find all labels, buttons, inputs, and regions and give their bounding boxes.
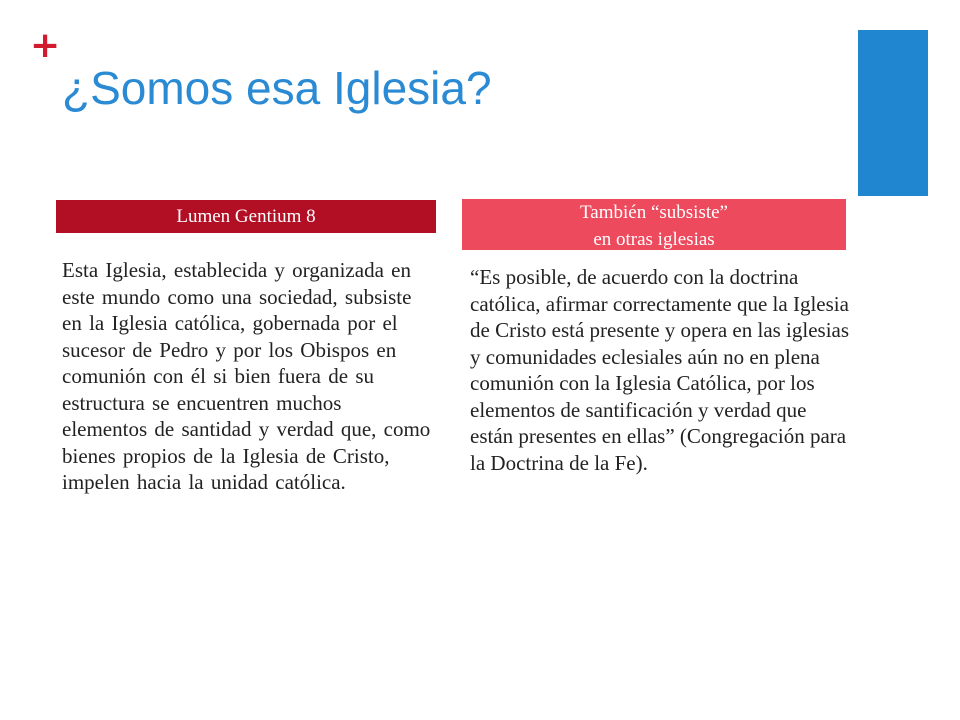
- right-header-line-1: También “subsiste”: [580, 202, 728, 223]
- right-header-line-2: en otras iglesias: [593, 229, 715, 250]
- left-column-text: Esta Iglesia, establecida y organizada en este mundo como una sociedad, subsiste en la Iglesia católica, gobernada por el sucesor de Pedro y por los Obispos en comunión con él si bien fuera de su estructura se encuentren muchos elementos de santidad y verdad que, como bienes propios de la Iglesia de Cristo, impelen hacia la unidad católica.: [62, 258, 431, 494]
- plus-icon: +: [30, 25, 61, 66]
- left-column-header: Lumen Gentium 8: [56, 200, 436, 233]
- right-column-header: [462, 199, 846, 250]
- slide-title: ¿Somos esa Iglesia?: [62, 62, 492, 114]
- right-column-text: “Es posible, de acuerdo con la doctrina católica, afirmar correctamente que la Iglesia de Cristo está presente y opera en las iglesias y comunidades eclesiales aún no en plena comunión con la Iglesia Católica, por los elementos de santificación y verdad que están presentes en ellas” (Congregación para la Doctrina de la Fe).: [470, 265, 850, 475]
- accent-bar: [858, 30, 928, 196]
